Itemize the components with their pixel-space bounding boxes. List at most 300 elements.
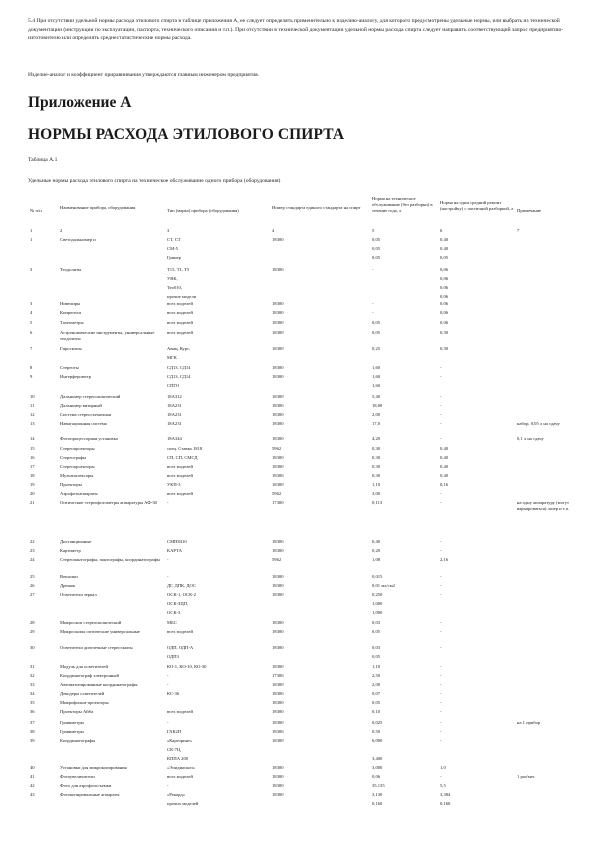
maintenance-norm: 0,05 bbox=[372, 320, 381, 325]
device-type: 18А344 bbox=[167, 436, 182, 441]
device-type: СТ, СТ bbox=[167, 237, 181, 242]
repair-norm: - bbox=[440, 774, 442, 779]
maintenance-norm: 0,06 bbox=[372, 774, 381, 779]
maintenance-norm: 0,30 bbox=[372, 473, 381, 478]
device-type: всех моделей bbox=[167, 629, 193, 634]
repair-norm: - bbox=[440, 491, 442, 496]
main-title: НОРМЫ РАСХОДА ЭТИЛОВОГО СПИРТА bbox=[28, 126, 345, 143]
row-number: 14 bbox=[30, 436, 35, 441]
standard-number: 18300 bbox=[272, 403, 284, 408]
maintenance-norm: 1,000 bbox=[372, 601, 383, 606]
row-note: 0,1 л на сдачу bbox=[517, 436, 544, 441]
device-type: Теo010, bbox=[167, 285, 183, 290]
repair-norm: - bbox=[440, 574, 442, 579]
repair-norm: - bbox=[440, 394, 442, 399]
maintenance-norm: 0,113 bbox=[372, 500, 383, 505]
device-type: - bbox=[167, 574, 169, 579]
repair-norm: 3,384 bbox=[440, 792, 451, 797]
device-type: 18А312 bbox=[167, 394, 182, 399]
standard-number: 18300 bbox=[272, 774, 284, 779]
row-number: 8 bbox=[30, 365, 33, 370]
repair-norm: 0,06 bbox=[440, 320, 449, 325]
repair-norm: 5,5 bbox=[440, 783, 446, 788]
header-type: Тип (марка) прибора (оборудования) bbox=[167, 208, 239, 213]
device-name: Проекторы bbox=[60, 482, 82, 487]
device-name: Стереопантографы, пантографы, координатографы bbox=[60, 557, 160, 562]
device-name: Осветители зеркал bbox=[60, 592, 97, 597]
maintenance-norm: 0,05 bbox=[372, 654, 381, 659]
row-number: 10 bbox=[30, 394, 35, 399]
repair-norm: - bbox=[440, 421, 442, 426]
repair-norm: - bbox=[440, 500, 442, 505]
row-number: 26 bbox=[30, 583, 35, 588]
device-type: - bbox=[167, 783, 169, 788]
row-note: на одну аппаратуру (могут варьироваться) лазер и т.п. bbox=[517, 500, 570, 511]
standard-number: 18300 bbox=[272, 455, 284, 460]
row-note: на 1 прибор bbox=[517, 720, 541, 725]
standard-number: 17300 bbox=[272, 500, 284, 505]
standard-number: 18300 bbox=[272, 394, 284, 399]
maintenance-norm: 0,05 bbox=[372, 700, 381, 705]
standard-number: 5962 bbox=[272, 446, 282, 451]
repair-norm: 0,30 bbox=[440, 330, 449, 335]
standard-number: 18300 bbox=[272, 792, 284, 797]
maintenance-norm: 0,05 bbox=[372, 629, 381, 634]
device-name: Гироскопы bbox=[60, 346, 82, 351]
appendix-title: Приложение А bbox=[28, 94, 132, 111]
device-type: - bbox=[167, 682, 169, 687]
row-number: 15 bbox=[30, 446, 35, 451]
device-type: МБС bbox=[167, 620, 177, 625]
maintenance-norm: 2,00 bbox=[372, 412, 381, 417]
row-number: 7 bbox=[30, 346, 33, 351]
header-tech: Норма на техническое обслуживание (без разборки) в течение года, л bbox=[372, 196, 433, 213]
standard-number: 5962 bbox=[272, 557, 282, 562]
device-name: Светодальномер и bbox=[60, 237, 96, 242]
device-name: Модуль для осветителей bbox=[60, 664, 108, 669]
column-number: 7 bbox=[517, 228, 520, 233]
row-number: 31 bbox=[30, 664, 35, 669]
device-type: всех моделей bbox=[167, 774, 193, 779]
standard-number: 18300 bbox=[272, 583, 284, 588]
row-number: 17 bbox=[30, 464, 35, 469]
device-name: Фотокопировальные аппараты bbox=[60, 792, 120, 797]
header-norm: Номер стандарта единого стандарта на спирт bbox=[272, 205, 361, 210]
repair-norm: 0,06 bbox=[440, 310, 449, 315]
maintenance-norm: 1,60 bbox=[372, 365, 381, 370]
device-type: ОСК-1, ОСК-2 bbox=[167, 592, 196, 597]
row-number: 9 bbox=[30, 374, 33, 379]
repair-norm: 1,0 bbox=[440, 765, 446, 770]
repair-norm: 0,06 bbox=[440, 276, 449, 281]
maintenance-norm: 0,05 bbox=[372, 255, 381, 260]
header-name: Наименование прибора, оборудования bbox=[60, 205, 136, 210]
table-label: Таблица А.1 bbox=[28, 157, 58, 163]
row-number: 16 bbox=[30, 455, 35, 460]
device-name: Автоматизированные координатографы bbox=[60, 682, 138, 687]
row-number: 3 bbox=[30, 267, 33, 272]
column-number: 1 bbox=[30, 228, 33, 233]
repair-norm: - bbox=[440, 374, 442, 379]
device-type: ГАК2П bbox=[167, 729, 182, 734]
repair-norm: - bbox=[440, 365, 442, 370]
row-number: 21 bbox=[30, 500, 35, 505]
repair-norm: - bbox=[440, 664, 442, 669]
standard-number: 5962 bbox=[272, 491, 282, 496]
device-type: СК-7Ц, bbox=[167, 747, 182, 752]
device-type: прочих моделей bbox=[167, 801, 199, 806]
maintenance-norm: 1,60 bbox=[372, 374, 381, 379]
device-type: Гринер bbox=[167, 255, 181, 260]
device-name: Координатографы bbox=[60, 738, 96, 743]
device-type: спец. Ставко 1818 bbox=[167, 446, 203, 451]
device-type: всех моделей bbox=[167, 320, 193, 325]
row-number: 38 bbox=[30, 729, 35, 734]
standard-number: 18300 bbox=[272, 310, 284, 315]
maintenance-norm: 3,130 bbox=[372, 792, 383, 797]
repair-norm: - bbox=[440, 412, 442, 417]
repair-norm: - bbox=[440, 691, 442, 696]
repair-norm: - bbox=[440, 673, 442, 678]
maintenance-norm: 3,400 bbox=[372, 756, 383, 761]
device-name: Навигационная система bbox=[60, 421, 107, 426]
device-type: - bbox=[167, 500, 169, 505]
device-type: 18А231 bbox=[167, 403, 182, 408]
device-name: Аэрофотоаппараты bbox=[60, 491, 98, 496]
device-name: Фотоувеличители bbox=[60, 774, 95, 779]
maintenance-norm: 0,03 bbox=[372, 620, 381, 625]
analog-note: Изделие-аналог и коэффициент приравнивания утверждаются главным инженером предприятия. bbox=[28, 72, 260, 78]
maintenance-norm: 1,10 bbox=[372, 482, 381, 487]
device-type: КППА 200 bbox=[167, 756, 189, 761]
row-note: набор, 0,05 л на сдачу bbox=[517, 421, 560, 426]
device-name: Астрономические инструменты, универсальные теодолиты bbox=[60, 330, 155, 341]
row-number: 35 bbox=[30, 700, 35, 705]
row-number: 41 bbox=[30, 774, 35, 779]
row-number: 36 bbox=[30, 709, 35, 714]
device-name: Кипрегели bbox=[60, 310, 81, 315]
device-type: СД13, СД14 bbox=[167, 374, 191, 379]
maintenance-norm: 1,000 bbox=[372, 610, 383, 615]
device-type: КО-1, КО-10, КО-30 bbox=[167, 664, 207, 669]
device-type: - bbox=[167, 720, 169, 725]
device-type: ОДП3 bbox=[167, 654, 179, 659]
device-name: Координатограф электронный bbox=[60, 673, 119, 678]
row-number: 25 bbox=[30, 574, 35, 579]
device-type: СМП8410 bbox=[167, 539, 187, 544]
device-type: «Эпидиаскоп» bbox=[167, 765, 196, 770]
row-number: 19 bbox=[30, 482, 35, 487]
repair-norm: - bbox=[440, 583, 442, 588]
standard-number: 18300 bbox=[272, 301, 284, 306]
repair-norm: - bbox=[440, 539, 442, 544]
device-type: всех моделей bbox=[167, 473, 193, 478]
maintenance-norm: 0,05 bbox=[372, 237, 381, 242]
row-number: 3 bbox=[30, 301, 33, 306]
device-name: Установки для микрокопирования bbox=[60, 765, 127, 770]
maintenance-norm: 0,160 bbox=[372, 801, 383, 806]
maintenance-norm: 0,05 bbox=[372, 246, 381, 251]
device-type: УВК, bbox=[167, 276, 178, 281]
maintenance-norm: 3,000 bbox=[372, 765, 383, 770]
repair-norm: 0,06 bbox=[440, 294, 449, 299]
device-type: «Карторинт» bbox=[167, 738, 193, 743]
device-type: СМ-5 bbox=[167, 246, 178, 251]
repair-norm: - bbox=[440, 620, 442, 625]
row-number: 32 bbox=[30, 673, 35, 678]
maintenance-norm: 0,05 bbox=[372, 330, 381, 335]
repair-norm: - bbox=[440, 629, 442, 634]
repair-norm: 0,06 bbox=[440, 301, 449, 306]
row-number: 11 bbox=[30, 403, 35, 408]
standard-number: 18300 bbox=[272, 346, 284, 351]
standard-number: 18300 bbox=[272, 620, 284, 625]
maintenance-norm: 35,135 bbox=[372, 783, 385, 788]
device-name: Интерферометр bbox=[60, 374, 91, 379]
device-type: всех моделей bbox=[167, 464, 193, 469]
device-name: Теодолиты bbox=[60, 267, 82, 272]
repair-norm: - bbox=[440, 436, 442, 441]
standard-number: 18300 bbox=[272, 691, 284, 696]
device-type: СП, СП, СМСД bbox=[167, 455, 198, 460]
maintenance-norm: 0,01 мл/см2 bbox=[372, 583, 395, 588]
repair-norm: 0,160 bbox=[440, 801, 451, 806]
device-name: Дальномер визирный bbox=[60, 403, 102, 408]
maintenance-norm: 6,000 bbox=[372, 738, 383, 743]
repair-norm: - bbox=[440, 548, 442, 553]
standard-number: 18300 bbox=[272, 464, 284, 469]
maintenance-norm: 2,50 bbox=[372, 673, 381, 678]
standard-number: 18300 bbox=[272, 574, 284, 579]
row-number: 1 bbox=[30, 237, 33, 242]
device-name: Микроскоп стереоскопический bbox=[60, 620, 122, 625]
maintenance-norm: 1,08 bbox=[372, 557, 381, 562]
maintenance-norm: 0,03 bbox=[372, 645, 381, 650]
device-name: Стереоты bbox=[60, 365, 79, 370]
standard-number: 18300 bbox=[272, 700, 284, 705]
device-name: Картометр bbox=[60, 548, 81, 553]
device-name: Дальномер стереоскопический bbox=[60, 394, 121, 399]
column-number: 5 bbox=[372, 228, 375, 233]
repair-norm: 0,40 bbox=[440, 473, 449, 478]
row-number: 13 bbox=[30, 421, 35, 426]
maintenance-norm: - bbox=[372, 267, 374, 272]
standard-number: 18300 bbox=[272, 729, 284, 734]
device-type: Т15, Т1, Т5 bbox=[167, 267, 190, 272]
maintenance-norm: 0,10 bbox=[372, 709, 381, 714]
device-type: УКП-3 bbox=[167, 482, 181, 487]
maintenance-norm: 0,30 bbox=[372, 455, 381, 460]
maintenance-norm: 0,015 bbox=[372, 574, 383, 579]
row-number: 6 bbox=[30, 330, 33, 335]
device-type: СПГО bbox=[167, 383, 180, 388]
repair-norm: 0,40 bbox=[440, 237, 449, 242]
row-number: 39 bbox=[30, 738, 35, 743]
standard-number: 18300 bbox=[272, 473, 284, 478]
device-type: всех моделей bbox=[167, 330, 193, 335]
maintenance-norm: 4,20 bbox=[372, 436, 381, 441]
header-repair: Норма на один средний ремонт (настройку) с частичной разборкой, л bbox=[440, 200, 514, 211]
standard-number: 18300 bbox=[272, 664, 284, 669]
device-name: Микроскопы оптические универсальные bbox=[60, 629, 140, 634]
device-type: Авиц, Курс, bbox=[167, 346, 191, 351]
device-name: Тахеометры bbox=[60, 320, 84, 325]
repair-norm: - bbox=[440, 729, 442, 734]
repair-norm: 0,05 bbox=[440, 255, 449, 260]
maintenance-norm: 0,30 bbox=[372, 464, 381, 469]
row-number: 5 bbox=[30, 320, 33, 325]
row-note: 1 раз/мес bbox=[517, 774, 535, 779]
standard-number: 18300 bbox=[272, 629, 284, 634]
device-name: Фотопроцессорная установка bbox=[60, 436, 118, 441]
standard-number: 18300 bbox=[272, 482, 284, 487]
device-type: прочие модели bbox=[167, 294, 197, 299]
standard-number: 18300 bbox=[272, 709, 284, 714]
maintenance-norm: 0,025 bbox=[372, 720, 383, 725]
standard-number: 18300 bbox=[272, 421, 284, 426]
device-name: Гравиметры bbox=[60, 720, 84, 725]
table-caption: Удельные нормы расхода этилового спирта на техническое обслуживание одного прибора (оборудования) bbox=[28, 178, 281, 184]
row-number: 22 bbox=[30, 539, 35, 544]
device-type: МГК bbox=[167, 355, 177, 360]
device-type: всех моделей bbox=[167, 709, 193, 714]
standard-number: 17300 bbox=[272, 673, 284, 678]
maintenance-norm: 3,00 bbox=[372, 491, 381, 496]
maintenance-norm: 0,07 bbox=[372, 691, 381, 696]
maintenance-norm: 0,50 bbox=[372, 729, 381, 734]
device-name: Стереографы bbox=[60, 455, 86, 460]
standard-number: 18300 bbox=[272, 365, 284, 370]
device-type: ОСК-3 bbox=[167, 610, 181, 615]
column-number: 4 bbox=[272, 228, 275, 233]
device-type: ОСК-ЗЦП, bbox=[167, 601, 189, 606]
standard-number: 18300 bbox=[272, 645, 284, 650]
row-number: 4 bbox=[30, 310, 33, 315]
header-num: № п/п bbox=[30, 208, 42, 213]
repair-norm: 0,40 bbox=[440, 464, 449, 469]
repair-norm: 2,16 bbox=[440, 557, 449, 562]
row-number: 24 bbox=[30, 557, 35, 562]
device-name: Осветители дизелечные стереоскопы bbox=[60, 645, 133, 650]
repair-norm: 0,06 bbox=[440, 285, 449, 290]
row-number: 27 bbox=[30, 592, 35, 597]
device-name: Стереопроекторы bbox=[60, 446, 95, 451]
repair-norm: 0,40 bbox=[440, 446, 449, 451]
device-name: Вешалки bbox=[60, 574, 78, 579]
maintenance-norm: 0,40 bbox=[372, 539, 381, 544]
device-name: Мультиплексоры bbox=[60, 473, 94, 478]
device-name: Проекторы Айба bbox=[60, 709, 94, 714]
device-name: Фото для аэрофотосъемки bbox=[60, 783, 112, 788]
header-note: Примечание bbox=[517, 208, 542, 213]
maintenance-norm: 18,00 bbox=[372, 403, 383, 408]
maintenance-norm: - bbox=[372, 301, 374, 306]
standard-number: 18300 bbox=[272, 436, 284, 441]
standard-number: 18300 bbox=[272, 783, 284, 788]
row-number: 23 bbox=[30, 548, 35, 553]
maintenance-norm: 0,30 bbox=[372, 446, 381, 451]
repair-norm: 0,30 bbox=[440, 346, 449, 351]
row-number: 37 bbox=[30, 720, 35, 725]
repair-norm: 0,40 bbox=[440, 246, 449, 251]
device-type: КС-36 bbox=[167, 691, 180, 696]
standard-number: 18300 bbox=[272, 720, 284, 725]
column-number: 3 bbox=[167, 228, 170, 233]
standard-number: 18300 bbox=[272, 548, 284, 553]
column-number: 6 bbox=[440, 228, 443, 233]
repair-norm: 0,06 bbox=[440, 267, 449, 272]
row-number: 33 bbox=[30, 682, 35, 687]
standard-number: 18300 bbox=[272, 682, 284, 687]
device-name: Система стереосъемочная bbox=[60, 412, 111, 417]
maintenance-norm: 0,20 bbox=[372, 548, 381, 553]
intro-section bbox=[28, 17, 568, 43]
maintenance-norm: 5,40 bbox=[372, 394, 381, 399]
standard-number: 18300 bbox=[272, 330, 284, 335]
maintenance-norm: 0,250 bbox=[372, 592, 383, 597]
device-type: «Рекорд» bbox=[167, 792, 185, 797]
repair-norm: 0,16 bbox=[440, 482, 449, 487]
standard-number: 18300 bbox=[272, 592, 284, 597]
device-type: всех моделей bbox=[167, 491, 193, 496]
row-number: 18 bbox=[30, 473, 35, 478]
repair-norm: - bbox=[440, 592, 442, 597]
device-type: 18А231 bbox=[167, 412, 182, 417]
device-type: - bbox=[167, 673, 169, 678]
repair-norm: - bbox=[440, 403, 442, 408]
row-number: 43 bbox=[30, 792, 35, 797]
device-type: СД13, СД14 bbox=[167, 365, 191, 370]
row-number: 34 bbox=[30, 691, 35, 696]
device-name: Оптические стереофотометры аппаратуры АФ-30 bbox=[60, 500, 157, 505]
device-type: 18А231 bbox=[167, 421, 182, 426]
row-number: 12 bbox=[30, 412, 35, 417]
standard-number: 18300 bbox=[272, 738, 284, 743]
device-type: ДГ, ДПК, ДОС bbox=[167, 583, 196, 588]
column-number: 2 bbox=[60, 228, 63, 233]
device-name: Микрофильм-проекторы bbox=[60, 700, 109, 705]
row-number: 42 bbox=[30, 783, 35, 788]
device-type: - bbox=[167, 557, 169, 562]
row-number: 28 bbox=[30, 620, 35, 625]
repair-norm: - bbox=[440, 645, 442, 650]
repair-norm: - bbox=[440, 738, 442, 743]
standard-number: 18300 bbox=[272, 765, 284, 770]
device-name: Нивелиры bbox=[60, 301, 81, 306]
repair-norm: 0,40 bbox=[440, 455, 449, 460]
maintenance-norm: 2,00 bbox=[372, 682, 381, 687]
maintenance-norm: - bbox=[372, 310, 374, 315]
row-number: 40 bbox=[30, 765, 35, 770]
repair-norm: - bbox=[440, 720, 442, 725]
standard-number: 18300 bbox=[272, 412, 284, 417]
row-number: 30 bbox=[30, 645, 35, 650]
device-name: Гравиметры bbox=[60, 729, 84, 734]
device-type: КАРТА bbox=[167, 548, 182, 553]
device-type: всех моделей bbox=[167, 301, 193, 306]
maintenance-norm: 1,10 bbox=[372, 664, 381, 669]
device-name: Дренаж bbox=[60, 583, 76, 588]
standard-number: 18300 bbox=[272, 267, 284, 272]
row-number: 29 bbox=[30, 629, 35, 634]
maintenance-norm: 0,25 bbox=[372, 346, 381, 351]
device-type: всех моделей bbox=[167, 310, 193, 315]
maintenance-norm: 17,0 bbox=[372, 421, 381, 426]
intro-paragraph: 5.4 При отсутствии удельной нормы расхода этилового спирта в таблице приложения А, ее следует определять применительно к изделию-аналогу, для которого предусмотрены удельные нормы, или выбрать из технической документации (инструкции по эксплуатации, паспорта, технического описания и т.п.). При отсутствии в технической документации удельной нормы расхода спирта следует направить соответствующий запрос предприятию-изготовителю или определять среднестатистические нормы расхода. bbox=[28, 18, 564, 42]
repair-norm: - bbox=[440, 682, 442, 687]
standard-number: 18300 bbox=[272, 237, 284, 242]
standard-number: 18300 bbox=[272, 320, 284, 325]
